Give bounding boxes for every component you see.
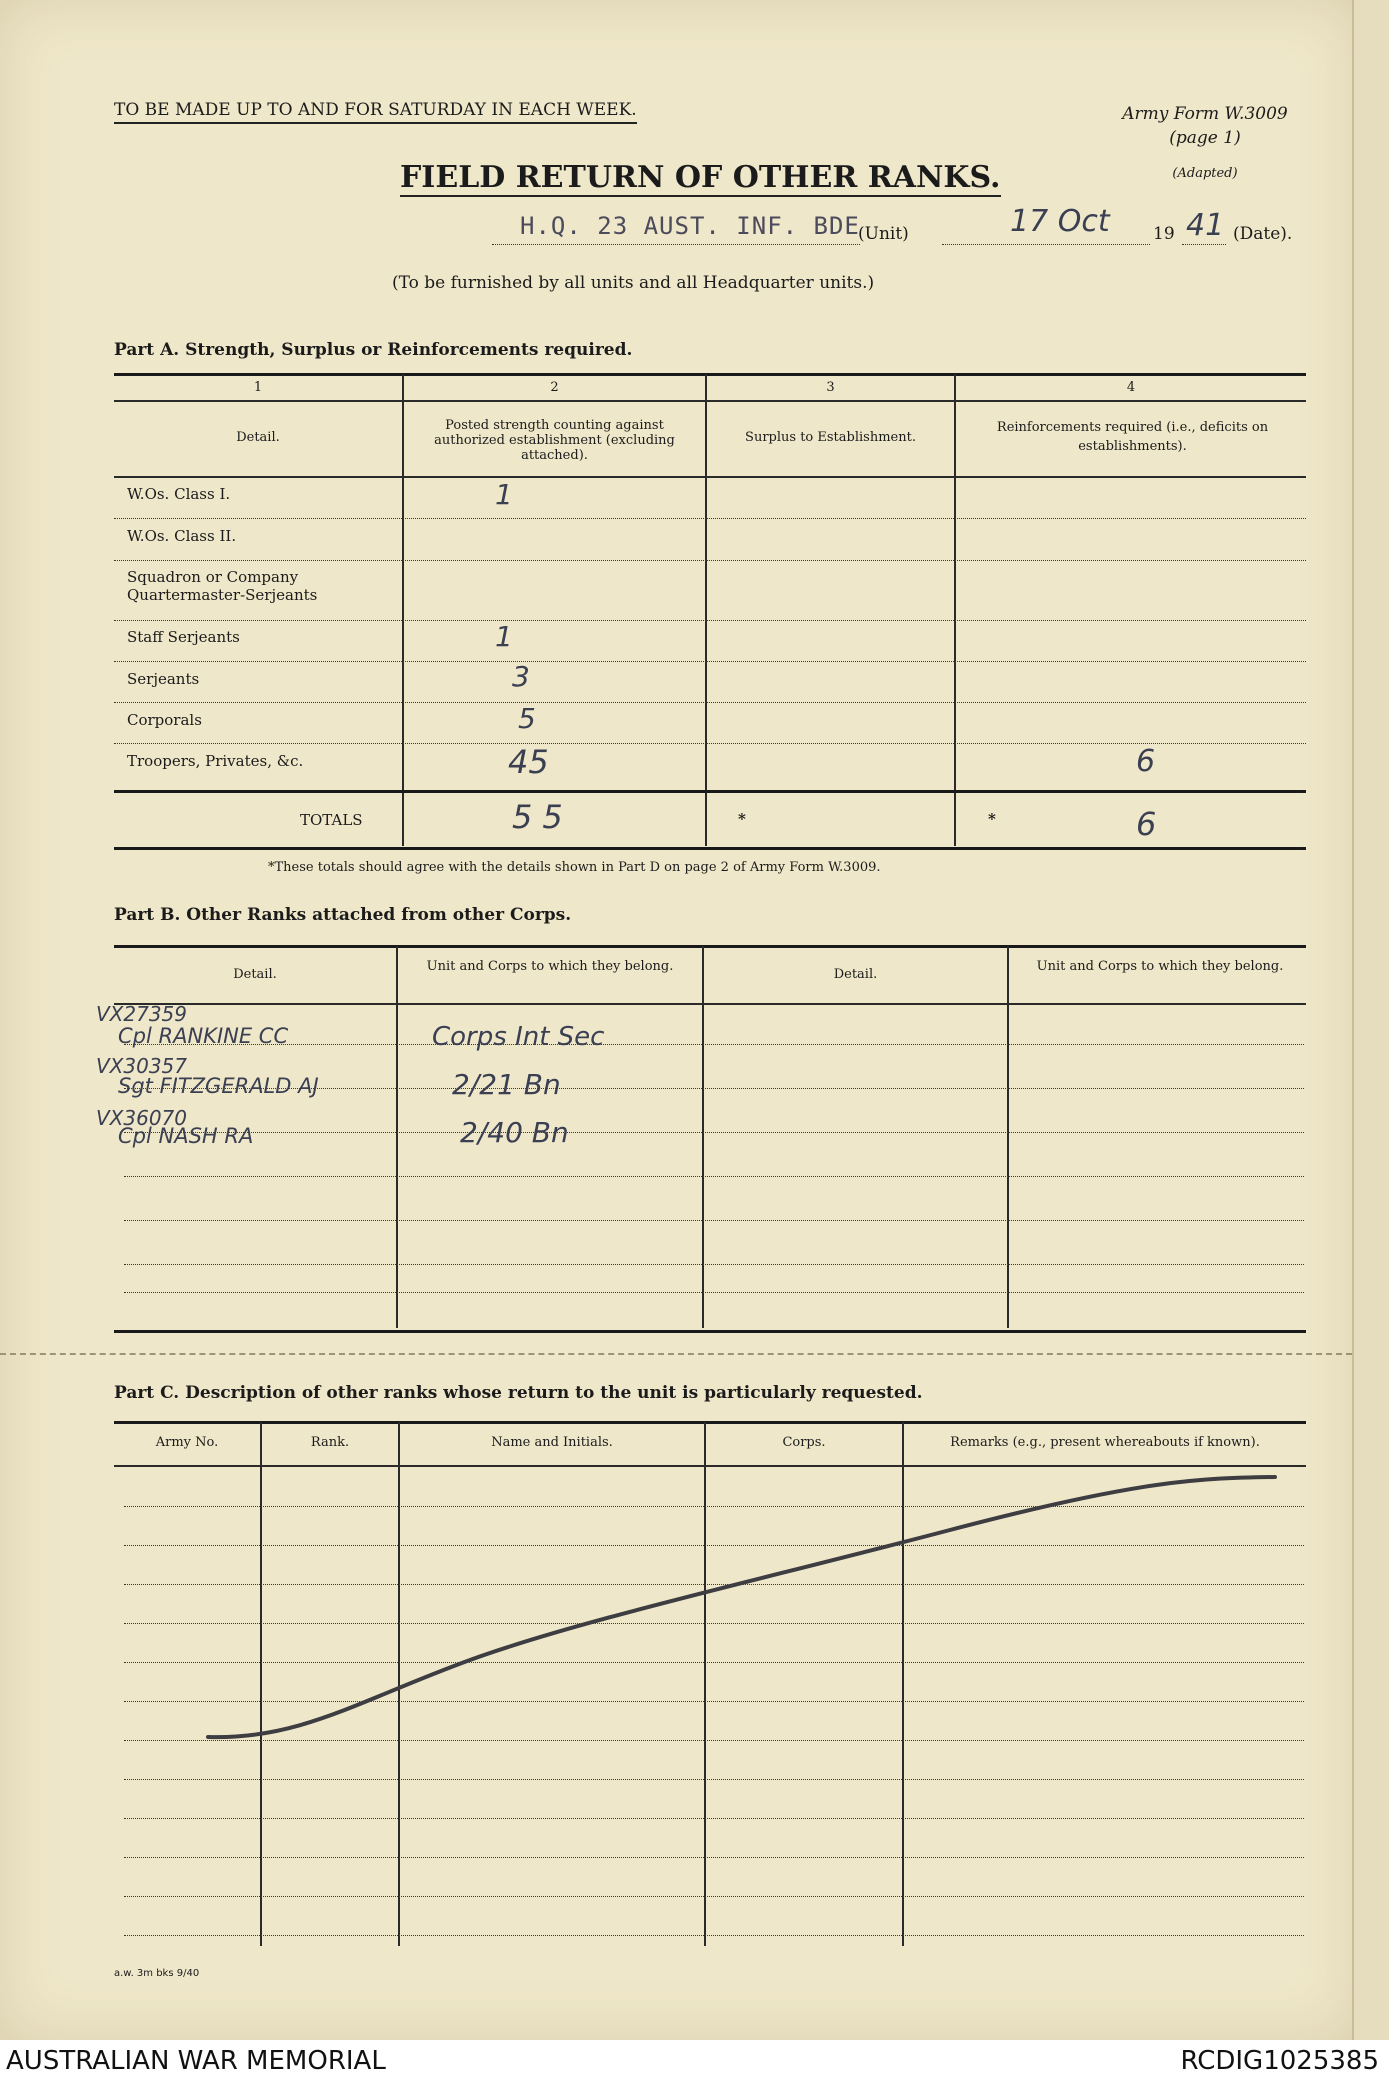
attached-3-number: VX36070 [96, 1106, 188, 1130]
posted-staff-serjeants: 1 [495, 620, 513, 653]
totals-reinf-mark: * [988, 810, 996, 828]
part-a-heading: Part A. Strength, Surplus or Reinforcements required. [114, 340, 633, 360]
part-c-header-name: Name and Initials. [491, 1435, 613, 1450]
part-a-header-posted: Posted strength counting against authorized establishment (excluding attached). [434, 418, 675, 463]
attached-1-name: Cpl RANKINE CC [118, 1024, 289, 1048]
row-label-troopers: Troopers, Privates, &c. [127, 752, 304, 770]
part-b-header-unit-1: Unit and Corps to which they belong. [426, 959, 674, 974]
posted-wo-class-1: 1 [495, 478, 513, 511]
posted-troopers: 45 [508, 743, 549, 781]
row-label-cqms: Squadron or Company Quartermaster-Serjeants [127, 568, 318, 604]
totals-posted: 55 [512, 798, 573, 836]
part-c-header-corps: Corps. [782, 1435, 826, 1450]
print-code: a.w. 3m bks 9/40 [114, 1968, 200, 1979]
totals-label: TOTALS [300, 811, 363, 829]
part-a-header-reinf: Reinforcements required (i.e., deficits on establishments). [996, 420, 1269, 454]
form-page: (page 1) [1169, 128, 1241, 148]
attached-2-number: VX30357 [96, 1054, 188, 1078]
archive-id: RCDIG1025385 [1180, 2046, 1379, 2076]
part-a-colnum-3: 3 [826, 380, 835, 395]
totals-reinf: 6 [1136, 805, 1157, 843]
unit-label: (Unit) [858, 224, 909, 244]
date-handwritten: 17 Oct [1010, 204, 1110, 239]
part-c-header-army-no: Army No. [155, 1435, 219, 1450]
weekly-instruction: TO BE MADE UP TO AND FOR SATURDAY IN EACH WEEK. [114, 100, 637, 120]
row-label-wo-class-1: W.Os. Class I. [127, 485, 231, 503]
part-c-header-rank: Rank. [310, 1435, 350, 1450]
row-label-staff-serjeants: Staff Serjeants [127, 628, 240, 646]
part-a-colnum-4: 4 [1126, 380, 1136, 395]
part-b-header-detail-2: Detail. [833, 967, 878, 982]
date-label: (Date). [1233, 224, 1293, 244]
part-c-header-remarks: Remarks (e.g., present whereabouts if known). [950, 1435, 1260, 1450]
form-adapted: (Adapted) [1172, 166, 1238, 181]
attached-2-name: Sgt FITZGERALD AJ [118, 1074, 319, 1098]
part-c-heading: Part C. Description of other ranks whose return to the unit is particularly requested. [114, 1383, 923, 1403]
year-handwritten: 41 [1186, 208, 1225, 243]
part-b-header-detail-1: Detail. [233, 967, 277, 982]
archive-footer [0, 2040, 1389, 2082]
row-label-serjeants: Serjeants [127, 670, 200, 688]
totals-surplus-mark: * [738, 810, 746, 828]
row-label-wo-class-2: W.Os. Class II. [127, 527, 237, 545]
attached-3-unit: 2/40 Bn [460, 1116, 569, 1149]
attached-3-name: Cpl NASH RA [118, 1124, 254, 1148]
attached-1-number: VX27359 [96, 1002, 188, 1026]
attached-2-unit: 2/21 Bn [452, 1068, 561, 1101]
page-title: FIELD RETURN OF OTHER RANKS. [400, 160, 1001, 195]
form-name: Army Form W.3009 [1122, 104, 1288, 124]
furnish-note: (To be furnished by all units and all Headquarter units.) [392, 273, 875, 293]
attached-1-unit: Corps Int Sec [432, 1022, 605, 1052]
part-a-header-detail: Detail. [236, 430, 280, 445]
part-a-colnum-1: 1 [253, 380, 263, 395]
part-a-colnum-2: 2 [550, 380, 559, 395]
posted-corporals: 5 [518, 702, 536, 735]
part-a-footnote: *These totals should agree with the details shown in Part D on page 2 of Army Form W.3009. [268, 860, 881, 875]
unit-stamp: H.Q. 23 AUST. INF. BDE [520, 212, 860, 240]
part-a-header-surplus: Surplus to Establishment. [745, 430, 916, 445]
posted-serjeants: 3 [512, 660, 530, 693]
part-b-header-unit-2: Unit and Corps to which they belong. [1036, 959, 1284, 974]
row-label-corporals: Corporals [127, 711, 202, 729]
reinf-troopers: 6 [1136, 744, 1156, 779]
archive-name: AUSTRALIAN WAR MEMORIAL [6, 2046, 386, 2076]
year-prefix: 19 [1153, 224, 1175, 244]
part-b-heading: Part B. Other Ranks attached from other Corps. [114, 905, 572, 925]
